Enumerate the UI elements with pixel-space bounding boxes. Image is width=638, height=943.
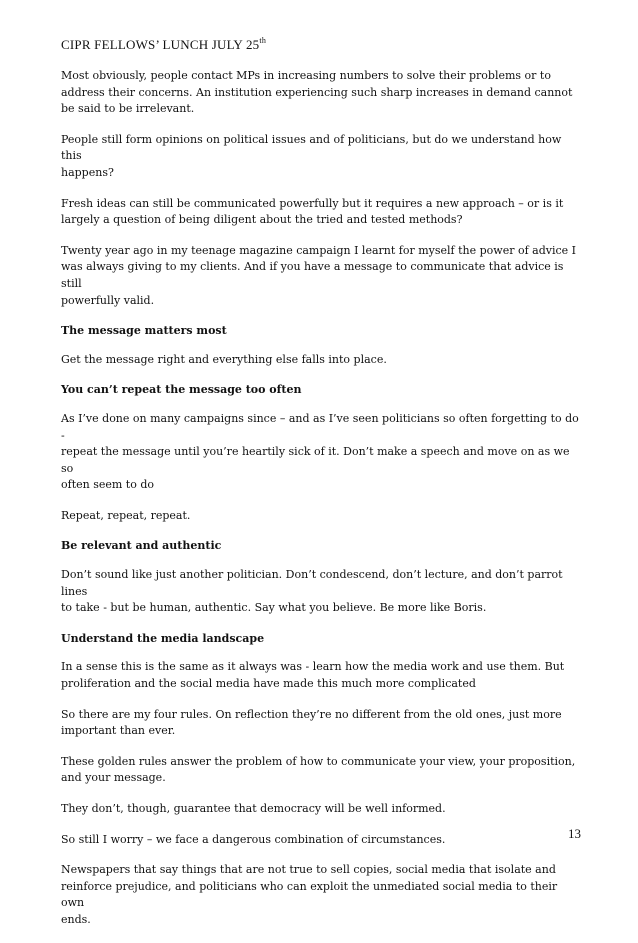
- body-paragraph: These golden rules answer the problem of how to communicate your view, your proposition, and your message.: [61, 754, 576, 785]
- section-heading: Be relevant and authentic: [61, 539, 222, 553]
- body-paragraph: Twenty year ago in my teenage magazine campaign I learnt for myself the power of advice I was always giving to my clients. And if you have a message to communicate that advice is still powerfully valid.: [61, 243, 577, 307]
- section-heading: You can’t repeat the message too often: [61, 383, 302, 397]
- section-heading: The message matters most: [61, 324, 227, 338]
- body-paragraph: So there are my four rules. On reflection they’re no different from the old ones, just more important than ever.: [61, 707, 562, 738]
- header-superscript: th: [259, 35, 267, 45]
- body-text: [61, 68, 581, 943]
- body-paragraph: Don’t sound like just another politician. Don’t condescend, don’t lecture, and don’t parrot lines to take - but be human, authentic. Say what you believe. Be more like Boris.: [61, 568, 563, 615]
- page-number: 13: [568, 826, 581, 841]
- body-paragraph: Repeat, repeat, repeat.: [61, 508, 191, 522]
- header-title: CIPR FELLOWS’ LUNCH JULY 25: [61, 37, 260, 52]
- body-paragraph: Get the message right and everything else falls into place.: [61, 352, 387, 366]
- body-paragraph: As I’ve done on many campaigns since – and as I’ve seen politicians so often forgetting to do - repeat the message until you’re heartily sick of it. Don’t make a speech and move on as we so often seem to do: [61, 411, 579, 492]
- body-paragraph: They don’t, though, guarantee that democracy will be well informed.: [61, 802, 446, 815]
- body-paragraph: People still form opinions on political issues and of politicians, but do we understand how this happens?: [61, 132, 562, 179]
- section-heading: Understand the media landscape: [61, 631, 265, 645]
- body-paragraph: Newspapers that say things that are not true to sell copies, social media that isolate and reinforce prejudice, and politicians who can exploit the unmediated social media to their own ends.: [61, 863, 558, 926]
- body-paragraph: Fresh ideas can still be communicated powerfully but it requires a new approach – or is it largely a question of being diligent about the tried and tested methods?: [61, 196, 564, 227]
- body-paragraph: Most obviously, people contact MPs in increasing numbers to solve their problems or to address their concerns. An institution experiencing such sharp increases in demand cannot be said to be irrelevant.: [61, 69, 573, 116]
- body-paragraph: So still I worry – we face a dangerous combination of circumstances.: [61, 832, 446, 846]
- body-paragraph: In a sense this is the same as it always was - learn how the media work and use them. But proliferation and the social media have made this much more complicated: [61, 660, 565, 691]
- page-header: [61, 36, 266, 54]
